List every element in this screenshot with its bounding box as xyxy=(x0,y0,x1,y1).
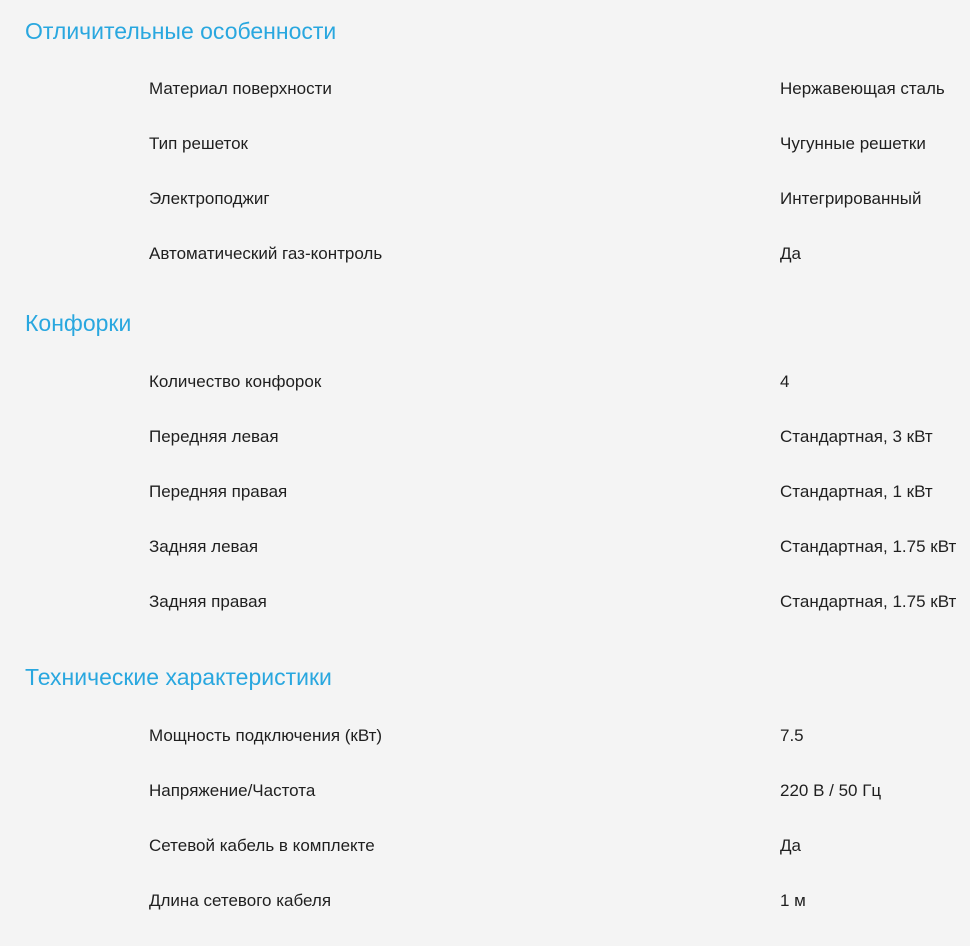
spec-row xyxy=(0,889,970,944)
spec-row xyxy=(0,187,970,242)
spec-value: 220 В / 50 Гц xyxy=(780,781,882,800)
spec-list xyxy=(0,724,970,944)
spec-value: Стандартная, 3 кВт xyxy=(780,427,933,446)
section-burners xyxy=(0,308,970,645)
section-title: Отличительные особенности xyxy=(25,18,337,44)
spec-label: Мощность подключения (кВт) xyxy=(149,726,383,745)
spec-label: Автоматический газ-контроль xyxy=(149,244,383,263)
spec-value: 7.5 xyxy=(780,726,804,745)
spec-value: Стандартная, 1 кВт xyxy=(780,482,933,501)
spec-value: Нержавеющая сталь xyxy=(780,79,945,98)
spec-value: Интегрированный xyxy=(780,189,922,208)
spec-value: Стандартная, 1.75 кВт xyxy=(780,592,957,611)
spec-label: Электроподжиг xyxy=(149,189,270,208)
spec-label: Задняя правая xyxy=(149,592,267,611)
spec-row xyxy=(0,590,970,645)
spec-value: Чугунные решетки xyxy=(780,134,926,153)
spec-row xyxy=(0,535,970,590)
spec-row xyxy=(0,724,970,779)
spec-value: Стандартная, 1.75 кВт xyxy=(780,537,957,556)
spec-label: Материал поверхности xyxy=(149,79,332,98)
spec-value: Да xyxy=(780,836,801,855)
spec-row xyxy=(0,834,970,889)
section-title: Конфорки xyxy=(25,310,132,336)
spec-value: Да xyxy=(780,244,801,263)
spec-list xyxy=(0,77,970,297)
spec-row xyxy=(0,77,970,132)
spec-label: Напряжение/Частота xyxy=(149,781,316,800)
spec-label: Количество конфорок xyxy=(149,372,322,391)
spec-row xyxy=(0,370,970,425)
spec-value: 4 xyxy=(780,372,790,391)
section-technical xyxy=(0,662,970,944)
spec-list xyxy=(0,370,970,645)
spec-row xyxy=(0,480,970,535)
spec-value: 1 м xyxy=(780,891,806,910)
spec-label: Сетевой кабель в комплекте xyxy=(149,836,375,855)
spec-label: Передняя левая xyxy=(149,427,279,446)
spec-row xyxy=(0,779,970,834)
spec-label: Длина сетевого кабеля xyxy=(149,891,332,910)
spec-row xyxy=(0,425,970,480)
spec-label: Тип решеток xyxy=(149,134,248,153)
spec-label: Передняя правая xyxy=(149,482,288,501)
spec-label: Задняя левая xyxy=(149,537,259,556)
section-title: Технические характеристики xyxy=(25,664,332,690)
spec-row xyxy=(0,242,970,297)
spec-row xyxy=(0,132,970,187)
section-features xyxy=(0,16,970,297)
